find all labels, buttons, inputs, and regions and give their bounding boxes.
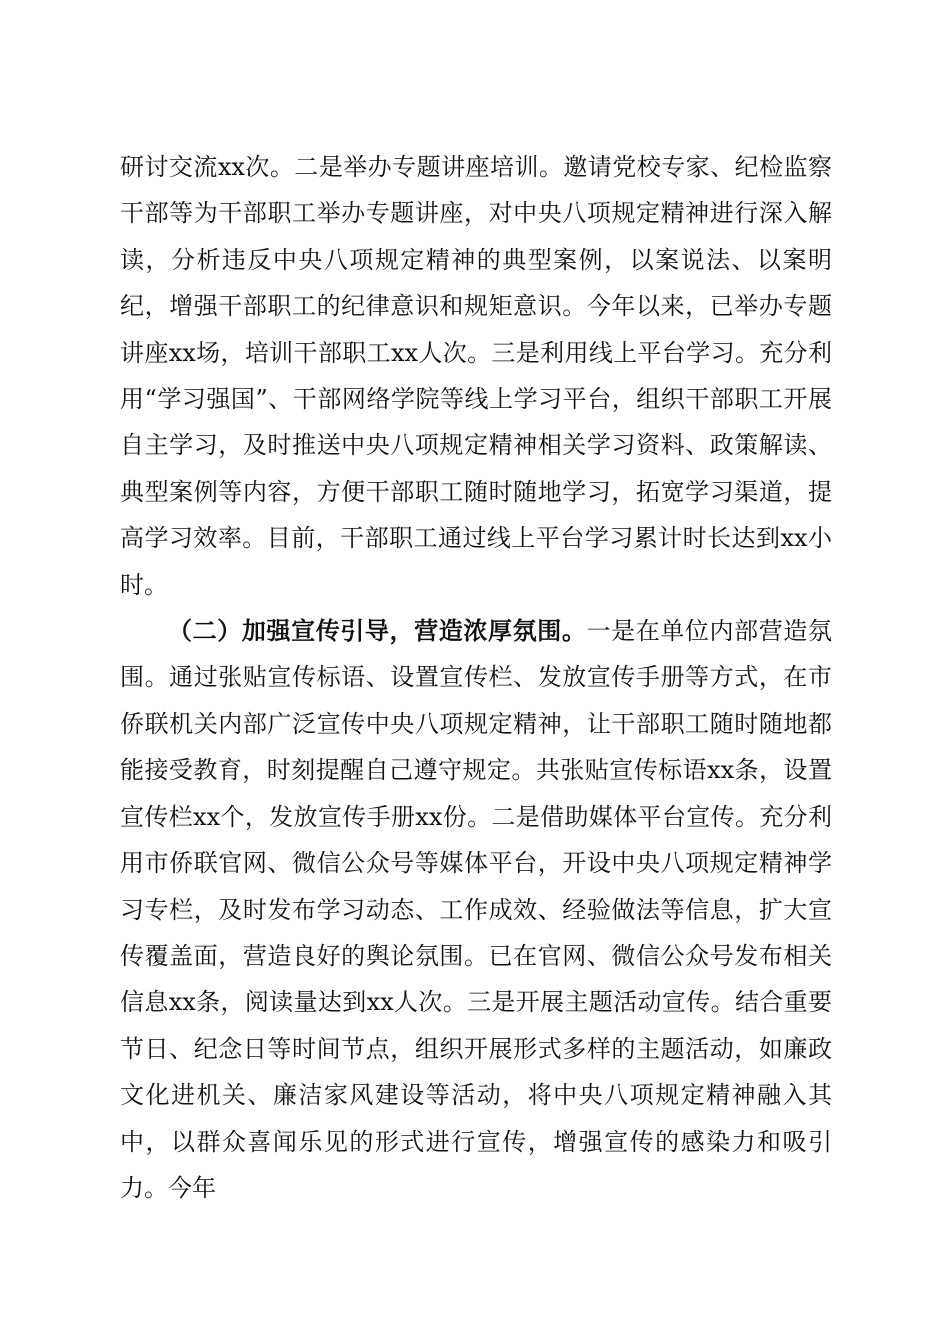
paragraph-study-activities: 研讨交流xx次。二是举办专题讲座培训。邀请党校专家、纪检监察干部等为干部职工举办专题讲座，对中央八项规定精神进行深入解读，分析违反中央八项规定精神的典型案例，以案说法、以案明纪，增强干部职工的纪律意识和规矩意识。今年以来，已举办专题讲座xx场，培训干部职工xx人次。三是利用线上平台学习。充分利用“学习强国”、干部网络学院等线上学习平台，组织干部职工开展自主学习，及时推送中央八项规定精神相关学习资料、政策解读、典型案例等内容，方便干部职工随时随地学习，拓宽学习渠道，提高学习效率。目前，干部职工通过线上平台学习累计时长达到xx小时。 (120, 153, 832, 599)
section-heading: （二）加强宣传引导，营造浓厚氛围。 (168, 616, 587, 646)
document-body (120, 144, 832, 1211)
paragraph-publicity (120, 608, 832, 1211)
section-body: 一是在单位内部营造氛围。通过张贴宣传标语、设置宣传栏、发放宣传手册等方式，在市侨联机关内部广泛宣传中央八项规定精神，让干部职工随时随地都能接受教育，时刻提醒自己遵守规定。共张贴宣传标语xx条，设置宣传栏xx个，发放宣传手册xx份。二是借助媒体平台宣传。充分利用市侨联官网、微信公众号等媒体平台，开设中央八项规定精神学习专栏，及时发布学习动态、工作成效、经验做法等信息，扩大宣传覆盖面，营造良好的舆论氛围。已在官网、微信公众号发布相关信息xx条，阅读量达到xx人次。三是开展主题活动宣传。结合重要节日、纪念日等时间节点，组织开展形式多样的主题活动，如廉政文化进机关、廉洁家风建设等活动，将中央八项规定精神融入其中，以群众喜闻乐见的形式进行宣传，增强宣传的感染力和吸引力。今年 (120, 617, 833, 1202)
